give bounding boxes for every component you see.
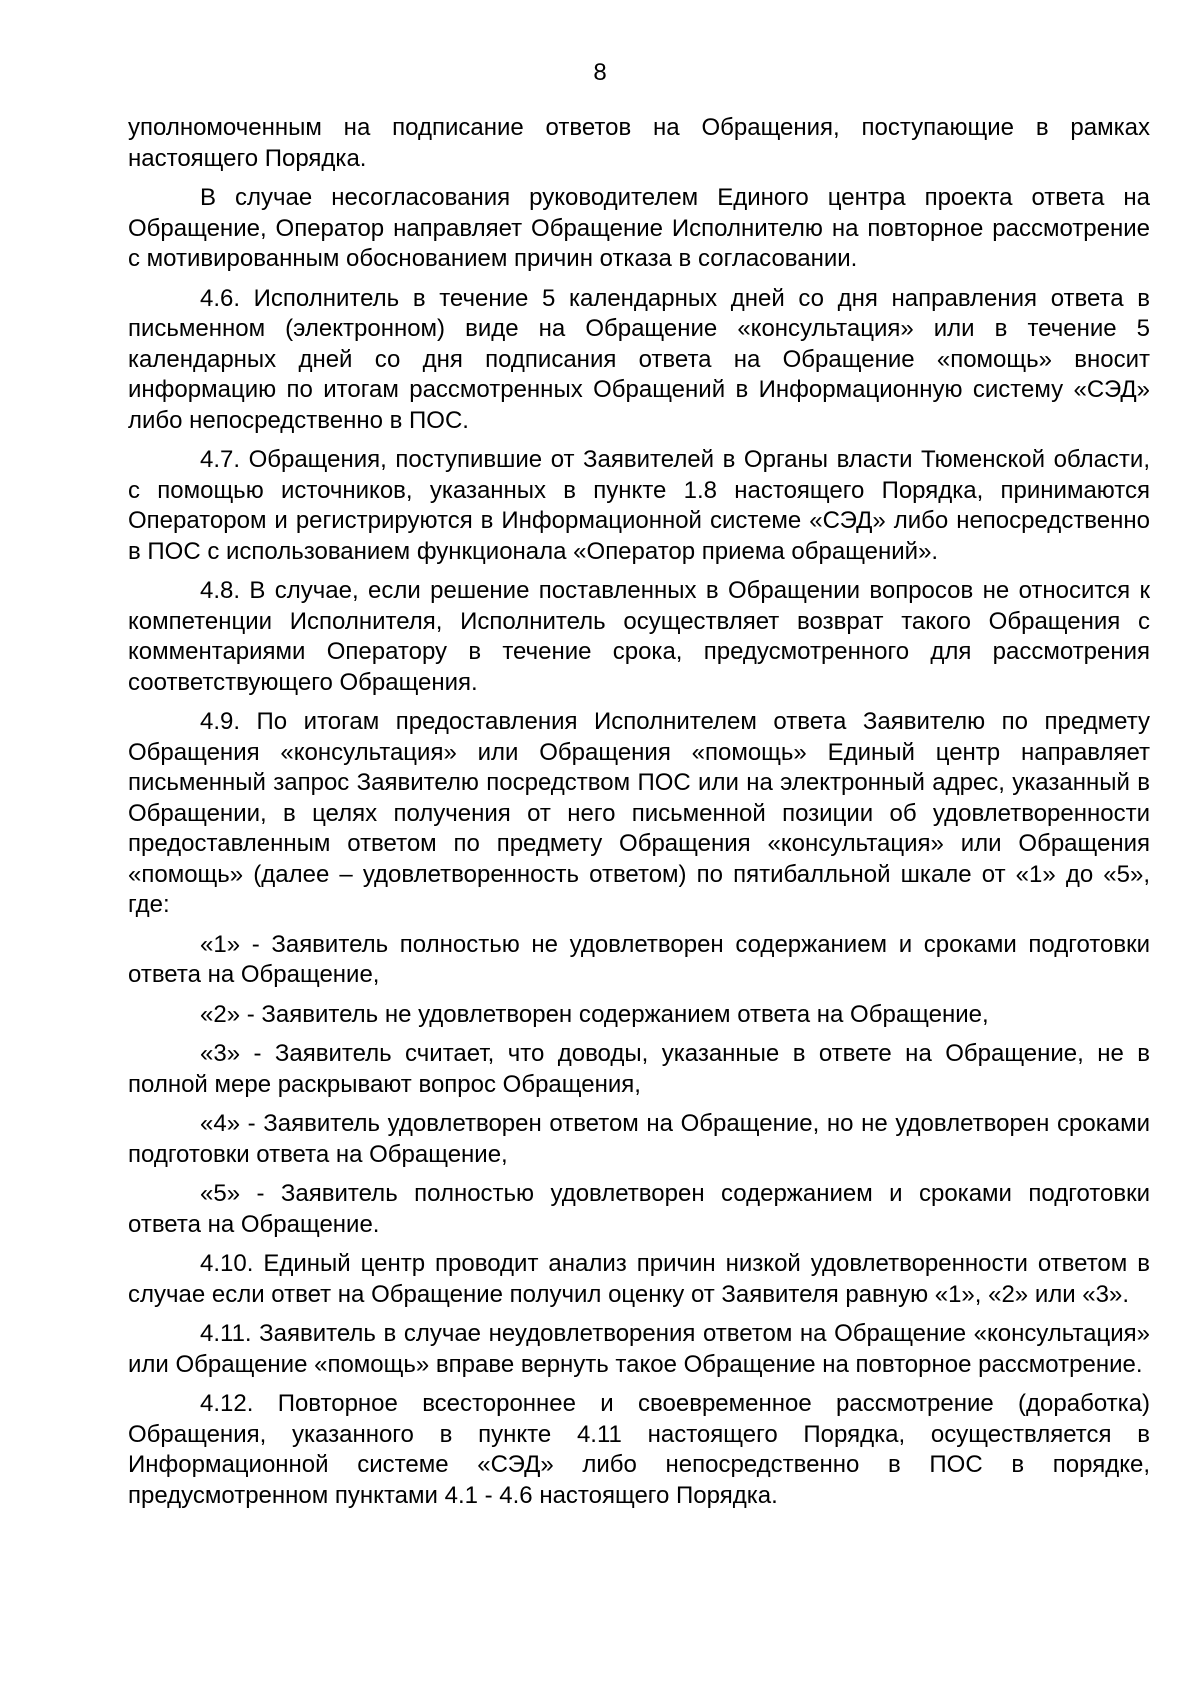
paragraph-4-11: 4.11. Заявитель в случае неудовлетворения ответом на Обращение «консультация» или Обращение «помощь» вправе вернуть такое Обращение на повторное рассмотрение. <box>128 1320 1150 1378</box>
document-body <box>128 113 1150 1520</box>
rating-3-item: «3» - Заявитель считает, что доводы, указанные в ответе на Обращение, не в полной мере раскрывают вопрос Обращения, <box>128 1040 1150 1098</box>
paragraph-disagreement: В случае несогласования руководителем Единого центра проекта ответа на Обращение, Оператор направляет Обращение Исполнителю на повторное рассмотрение с мотивированным обоснованием причин отказа в согласовании. <box>128 184 1150 272</box>
paragraph-continuation: уполномоченным на подписание ответов на Обращения, поступающие в рамках настоящего Порядка. <box>128 114 1150 172</box>
page-number: 8 <box>593 59 607 86</box>
rating-1-item: «1» - Заявитель полностью не удовлетворен содержанием и сроками подготовки ответа на Обращение, <box>128 930 1150 988</box>
paragraph-4-10: 4.10. Единый центр проводит анализ причин низкой удовлетворенности ответом в случае если ответ на Обращение получил оценку от Заявителя равную «1», «2» или «3». <box>128 1250 1150 1308</box>
rating-2-item: «2» - Заявитель не удовлетворен содержанием ответа на Обращение, <box>200 1000 989 1028</box>
paragraph-4-9: 4.9. По итогам предоставления Исполнителем ответа Заявителю по предмету Обращения «консультация» или Обращения «помощь» Единый центр направляет письменный запрос Заявителю посредством ПОС или на электронный адрес, указанный в Обращении, в целях получения от него письменной позиции об удовлетворенности предоставленным ответом по предмету Обращения «консультация» или Обращения «помощь» (далее – удовлетворенность ответом) по пятибалльной шкале от «1» до «5», где: <box>128 708 1150 918</box>
rating-4-item: «4» - Заявитель удовлетворен ответом на Обращение, но не удовлетворен сроками подготовки ответа на Обращение, <box>128 1110 1150 1168</box>
rating-5-item: «5» - Заявитель полностью удовлетворен содержанием и сроками подготовки ответа на Обращение. <box>128 1180 1150 1238</box>
paragraph-4-12: 4.12. Повторное всестороннее и своевременное рассмотрение (доработка) Обращения, указанного в пункте 4.11 настоящего Порядка, осуществляется в Информационной системе «СЭД» либо непосредственно в ПОС в порядке, предусмотренном пунктами 4.1 - 4.6 настоящего Порядка. <box>128 1390 1150 1509</box>
paragraph-4-7: 4.7. Обращения, поступившие от Заявителей в Органы власти Тюменской области, с помощью источников, указанных в пункте 1.8 настоящего Порядка, принимаются Оператором и регистрируются в Информационной системе «СЭД» либо непосредственно в ПОС с использованием функционала «Оператор приема обращений». <box>128 446 1150 565</box>
paragraph-4-8: 4.8. В случае, если решение поставленных в Обращении вопросов не относится к компетенции Исполнителя, Исполнитель осуществляет возврат такого Обращения с комментариями Оператору в течение срока, предусмотренного для рассмотрения соответствующего Обращения. <box>128 577 1150 696</box>
paragraph-4-6: 4.6. Исполнитель в течение 5 календарных дней со дня направления ответа в письменном (электронном) виде на Обращение «консультация» или в течение 5 календарных дней со дня подписания ответа на Обращение «помощь» вносит информацию по итогам рассмотренных Обращений в Информационную систему «СЭД» либо непосредственно в ПОС. <box>128 284 1150 434</box>
